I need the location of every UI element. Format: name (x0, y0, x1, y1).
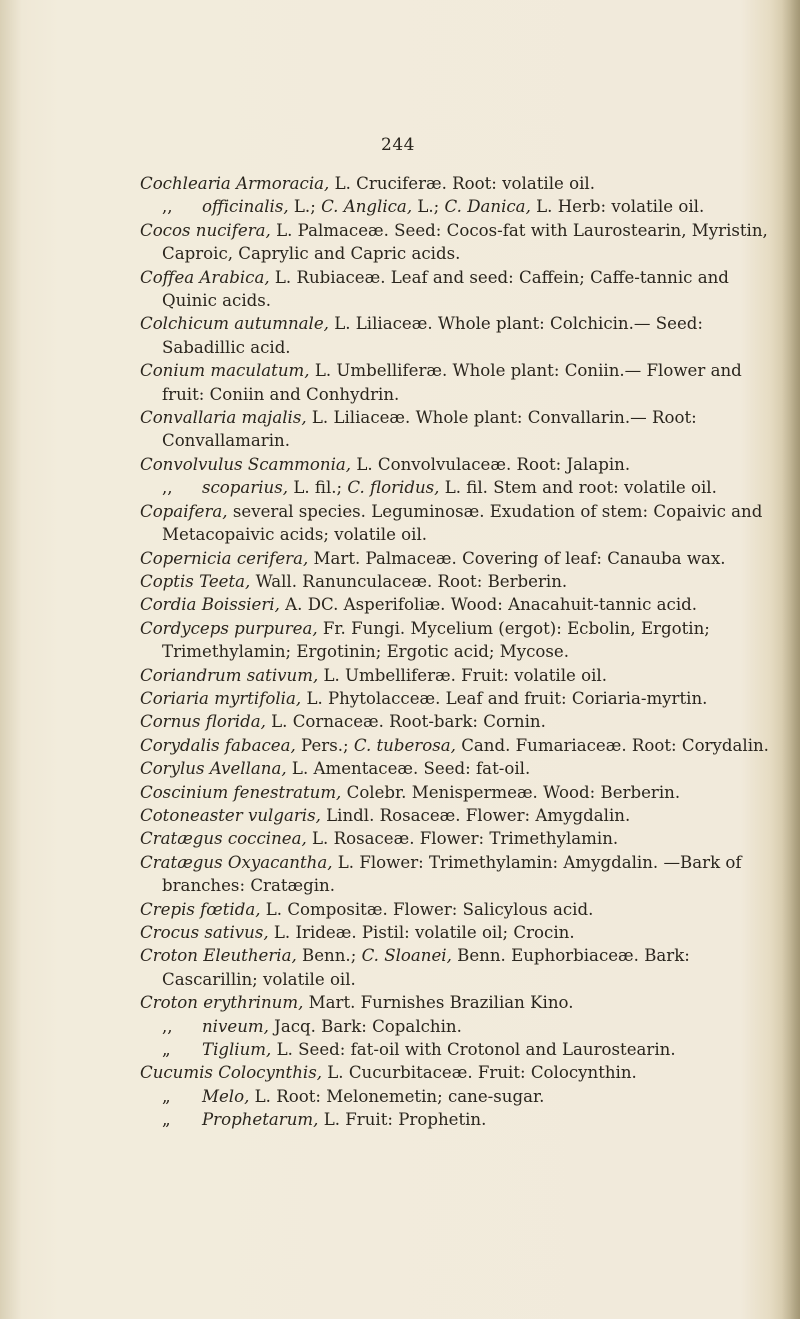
species-name: Cordia Boissieri, (140, 595, 280, 615)
entry (140, 547, 780, 570)
entry (140, 781, 780, 804)
entry (140, 687, 780, 710)
species-name: Copaifera, (140, 501, 228, 521)
species-name: Coffea Arabica, (140, 267, 270, 287)
species-name: Prophetarum, (202, 1110, 319, 1130)
species-name: C. Danica, (444, 197, 531, 217)
entry (140, 1108, 780, 1131)
entry-text: Mart. Furnishes Brazilian Kino. (303, 993, 574, 1013)
entry-text: Fr. Fungi. Mycelium (ergot): Ecbolin, Ergotin; Trimethylamin; Ergotinin; Ergotic acid; Mycose. (162, 618, 710, 662)
entry (140, 1015, 780, 1038)
species-name: officinalis, (202, 197, 289, 217)
entry-text: L. Cornaceæ. Root-bark: Cornin. (265, 712, 546, 732)
entry-text: L. Cucurbitaceæ. Fruit: Colocynthin. (322, 1063, 637, 1083)
page-edge-shadow (782, 0, 800, 1319)
species-name: Conium maculatum, (140, 361, 310, 381)
entry-text: Pers.; (295, 735, 354, 755)
entry-text: Wall. Ranunculaceæ. Root: Berberin. (250, 571, 568, 591)
species-name: C. Anglica, (321, 197, 413, 217)
entry (140, 359, 780, 406)
entry (140, 266, 780, 313)
entry-text: L. Fruit: Prophetin. (318, 1110, 487, 1130)
species-name: Tiglium, (202, 1040, 272, 1060)
entry-text: L. Umbelliferæ. Fruit: volatile oil. (318, 665, 607, 685)
species-name: Cotoneaster vulgaris, (140, 805, 321, 825)
entry (140, 898, 780, 921)
entry-text: L. Palmaceæ. Seed: Cocos-fat with Laurostearin, Myristin, Caproic, Caprylic and Capric acids. (162, 220, 768, 264)
species-name: Cucumis Colocynthis, (140, 1063, 322, 1083)
entry (140, 195, 780, 218)
species-name: niveum, (202, 1016, 269, 1036)
species-name: Corylus Avellana, (140, 759, 287, 779)
species-name: Coriaria myrtifolia, (140, 688, 302, 708)
entry-text: L. Amentaceæ. Seed: fat-oil. (286, 759, 531, 779)
entry-text: Benn.; (296, 946, 362, 966)
entry-text: L. Phytolacceæ. Leaf and fruit: Coriaria-myrtin. (301, 688, 708, 708)
species-name: Croton erythrinum, (140, 993, 304, 1013)
species-name: Coptis Teeta, (140, 571, 251, 591)
ditto-mark: „ (162, 1110, 171, 1130)
entry-text: L. Convolvulaceæ. Root: Jalapin. (351, 454, 631, 474)
entry (140, 734, 780, 757)
entry-text: L. Irideæ. Pistil: volatile oil; Crocin. (268, 923, 575, 942)
entry-text: Colebr. Menispermeæ. Wood: Berberin. (341, 782, 681, 802)
entry-text: Mart. Palmaceæ. Covering of leaf: Canauba wax. (308, 548, 726, 568)
entry-text: L. Liliaceæ. Whole plant: Colchicin.— Seed: Sabadillic acid. (162, 314, 703, 357)
entry-text: L. fil.; (288, 478, 348, 498)
entry-text: L. Cruciferæ. Root: volatile oil. (329, 174, 595, 193)
entry-text: Jacq. Bark: Copalchin. (268, 1016, 462, 1036)
species-name: Croton Eleutheria, (140, 946, 297, 966)
species-name: C. Sloanei, (361, 946, 452, 966)
entry (140, 757, 780, 780)
species-name: Convallaria majalis, (140, 408, 307, 428)
entry (140, 1061, 780, 1084)
entry (140, 476, 780, 499)
species-name: Cratægus Oxyacantha, (140, 852, 333, 872)
entry-text: A. DC. Asperifoliæ. Wood: Anacahuit-tannic acid. (279, 595, 698, 615)
species-name: Cordyceps purpurea, (140, 618, 318, 638)
ditto-mark: ,, (162, 197, 173, 217)
entry (140, 710, 780, 733)
species-name: C. tuberosa, (353, 735, 456, 755)
entry (140, 172, 780, 195)
ditto-mark: ,, (162, 1016, 173, 1036)
entry (140, 406, 780, 453)
entry (140, 453, 780, 476)
species-name: Cratægus coccinea, (140, 829, 307, 849)
entry-text: L. fil. Stem and root: volatile oil. (439, 478, 717, 498)
species-name: Cocos nucifera, (140, 220, 271, 240)
entry-text: L. Flower: Trimethylamin: Amygdalin. —Bark of branches: Cratægin. (162, 852, 742, 896)
entry (140, 991, 780, 1014)
entry (140, 1038, 780, 1061)
entry-text: L.; (288, 197, 322, 217)
entry (140, 500, 780, 547)
entry-text: L. Umbelliferæ. Whole plant: Coniin.— Flower and fruit: Coniin and Conhydrin. (162, 361, 742, 404)
species-name: scoparius, (202, 478, 289, 498)
entry (140, 312, 780, 359)
species-name: Colchicum autumnale, (140, 314, 329, 334)
entry-text: L. Root: Melonemetin; cane-sugar. (249, 1086, 545, 1106)
entry-text: Benn. Euphorbiaceæ. Bark: Cascarillin; volatile oil. (162, 946, 690, 989)
ditto-mark: „ (162, 1040, 171, 1060)
entry (140, 1085, 780, 1108)
entry (140, 944, 780, 991)
entry-text: L. Liliaceæ. Whole plant: Convallarin.— Root: Convallamarin. (162, 408, 697, 451)
entry (140, 664, 780, 687)
entry (140, 617, 780, 664)
entry (140, 827, 780, 850)
ditto-mark: „ (162, 1086, 171, 1106)
species-name: Convolvulus Scammonia, (140, 454, 352, 474)
entry (140, 593, 780, 616)
entry-text: L. Herb: volatile oil. (530, 197, 705, 217)
entry (140, 921, 780, 944)
entry-text: Lindl. Rosaceæ. Flower: Amygdalin. (320, 805, 631, 825)
species-name: Copernicia cerifera, (140, 548, 309, 568)
entry-list (140, 172, 780, 1132)
species-name: Coscinium fenestratum, (140, 782, 342, 802)
entry-text: L. Rosaceæ. Flower: Trimethylamin. (306, 829, 619, 849)
entry-text: Cand. Fumariaceæ. Root: Corydalin. (455, 735, 769, 755)
species-name: Coriandrum sativum, (140, 665, 319, 685)
entry-text: L.; (412, 197, 445, 217)
species-name: C. floridus, (347, 478, 440, 498)
entry-text: L. Compositæ. Flower: Salicylous acid. (260, 899, 594, 919)
entry-text: L. Rubiaceæ. Leaf and seed: Caffein; Caffe-tannic and Quinic acids. (162, 267, 729, 311)
entry-text: L. Seed: fat-oil with Crotonol and Laurostearin. (271, 1040, 676, 1060)
species-name: Cochlearia Armoracia, (140, 174, 330, 193)
entry-text: several species. Leguminosæ. Exudation of stem: Copaivic and Metacopaivic acids; volatile oil. (162, 501, 763, 545)
species-name: Melo, (202, 1086, 250, 1106)
species-name: Crepis fœtida, (140, 899, 261, 919)
species-name: Cornus florida, (140, 712, 266, 732)
page-number: 244 (381, 135, 415, 155)
species-name: Crocus sativus, (140, 923, 269, 942)
species-name: Corydalis fabacea, (140, 735, 296, 755)
entry (140, 570, 780, 593)
entry (140, 219, 780, 266)
entry (140, 851, 780, 898)
ditto-mark: ,, (162, 478, 173, 498)
entry (140, 804, 780, 827)
